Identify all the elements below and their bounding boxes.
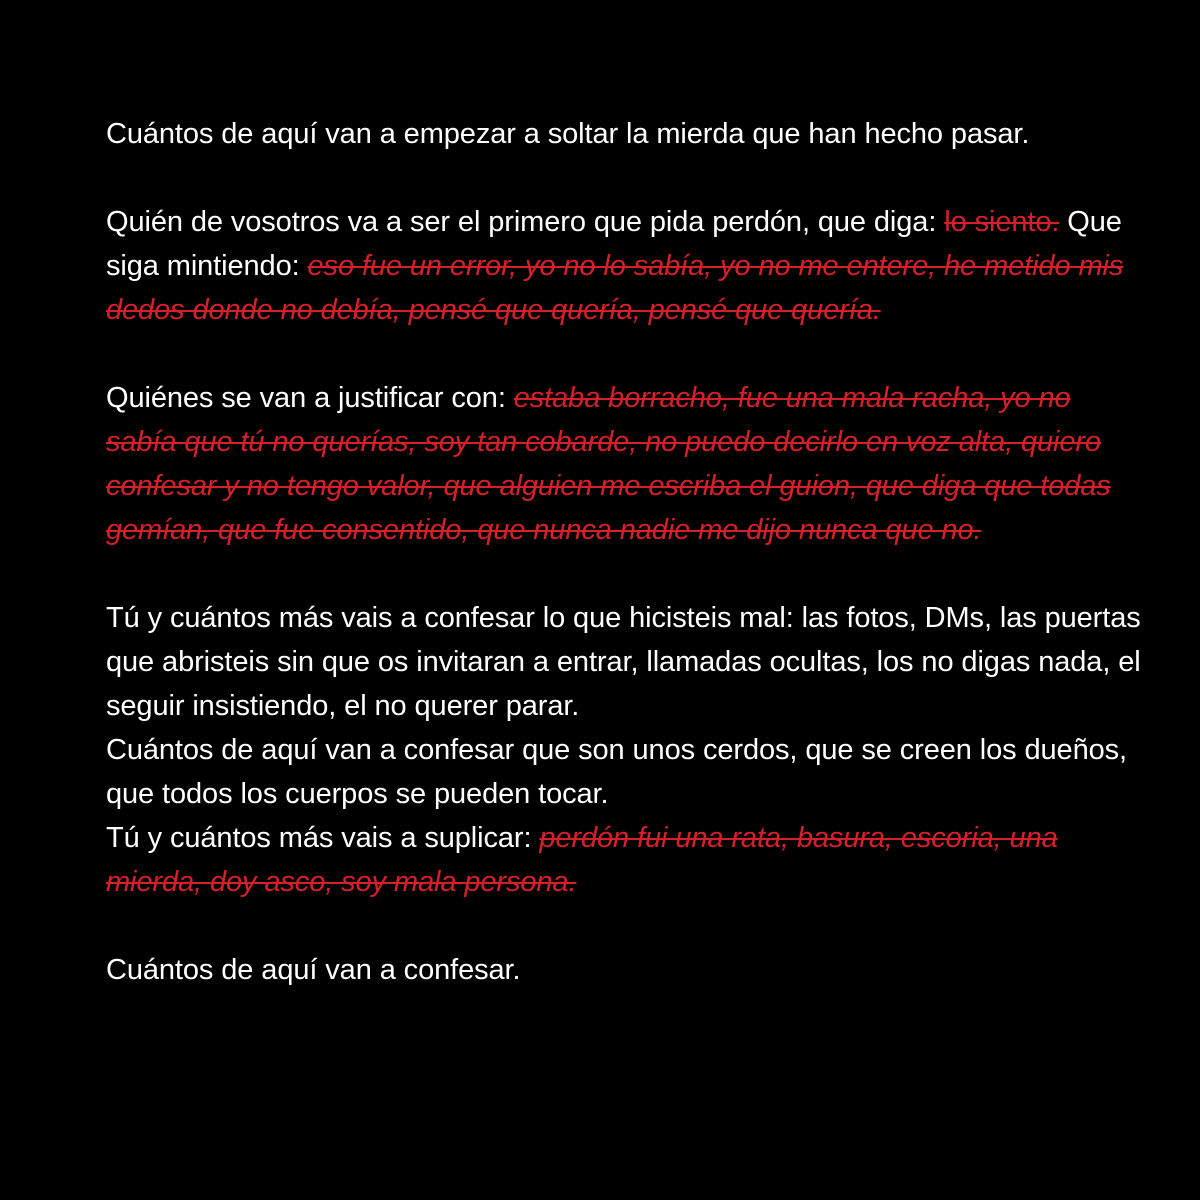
stanza-3-lead: Quiénes se van a justificar con: [106,382,514,414]
stanza-2-lead: Quién de vosotros va a ser el primero que pida perdón, que diga: [106,206,945,238]
stanza-4-line-3 [106,816,1146,904]
stanza-5 [106,948,1146,992]
stanza-3 [106,376,1146,552]
stanza-5-text: Cuántos de aquí van a confesar. [106,954,521,986]
struck-pleas: perdón fui una rata, basura, escoria, una mierda, doy asco, soy mala persona. [106,822,1058,898]
stanza-4-line-3-lead: Tú y cuántos más vais a suplicar: [106,822,540,854]
struck-excuses: eso fue un error, yo no lo sabía, yo no me entere, he metido mis dedos donde no debía, pensé que quería, pensé que quería. [106,250,1124,326]
struck-apology: lo siento. [944,206,1060,238]
stanza-4-line-2-text: Cuántos de aquí van a confesar que son unos cerdos, que se creen los dueños, que todos los cuerpos se pueden tocar. [106,734,1127,810]
stanza-1 [106,112,1146,156]
stanza-4-line-1-text: Tú y cuántos más vais a confesar lo que hicisteis mal: las fotos, DMs, las puertas que abristeis sin que os invitaran a entrar, llamadas ocultas, los no digas nada, el seguir insistiendo, el no querer parar. [106,602,1141,722]
poem-text [106,112,1146,992]
stanza-2-middle: Que siga mintiendo: [106,206,1122,282]
stanza-4-line-2 [106,728,1146,816]
struck-justifications: estaba borracho, fue una mala racha, yo no sabía que tú no querías, soy tan cobarde, no puedo decirlo en voz alta, quiero confesar y no tengo valor, que alguien me escriba el guion, que diga que todas gemían, que fue consentido, que nunca nadie me dijo nunca que no. [106,382,1111,546]
stanza-4-line-1 [106,596,1146,728]
stanza-1-text: Cuántos de aquí van a empezar a soltar la mierda que han hecho pasar. [106,118,1030,150]
stanza-2 [106,200,1146,332]
